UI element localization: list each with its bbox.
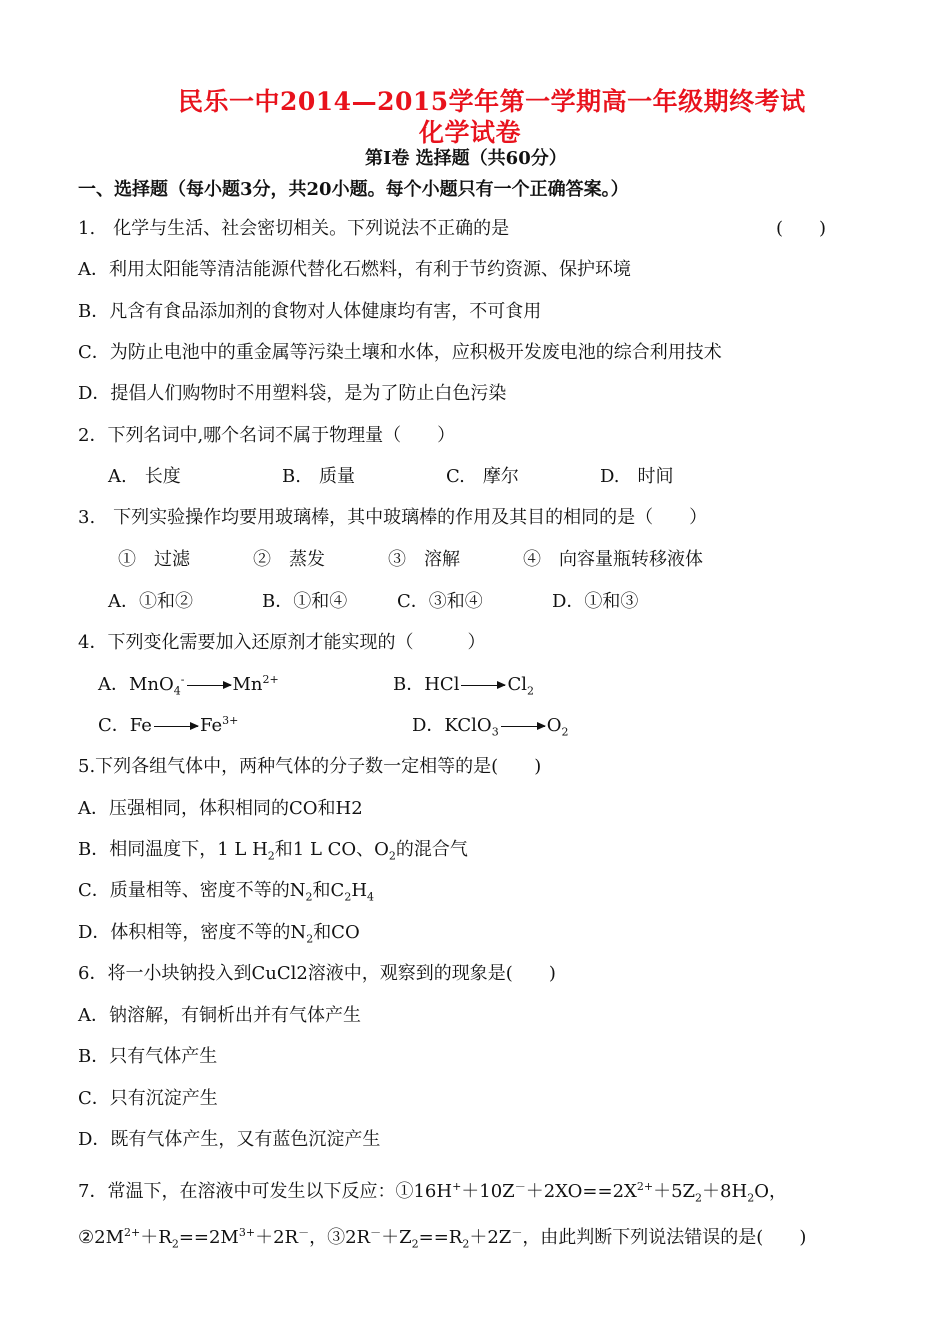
text: H xyxy=(351,880,368,901)
superscript: 2+ xyxy=(124,1226,141,1239)
text: D．体积相等，密度不等的N xyxy=(78,922,307,943)
instructions: 一、选择题（每小题3分，共20小题。每个小题只有一个正确答案。） xyxy=(78,179,629,200)
subscript: 4 xyxy=(173,684,181,698)
question-3-option-c: C．③和④ xyxy=(397,591,483,612)
product: O xyxy=(546,715,562,736)
question-7-line-2 xyxy=(78,1223,806,1251)
subscript: 2 xyxy=(462,1237,470,1251)
question-4-stem: 4．下列变化需要加入还原剂才能实现的（ ） xyxy=(78,632,486,653)
question-3-stem: 3. 下列实验操作均要用玻璃棒，其中玻璃棒的作用及其目的相同的是（ ） xyxy=(78,507,708,528)
superscript: 3+ xyxy=(222,714,239,727)
question-5-option-a: A．压强相同，体积相同的CO和H2 xyxy=(78,798,363,819)
text: ＋8H xyxy=(702,1181,748,1202)
text: ②2M xyxy=(78,1227,125,1248)
product: Cl xyxy=(507,674,527,695)
exam-title-line2: 化学试卷 xyxy=(419,118,522,147)
text: ==R xyxy=(418,1227,463,1248)
question-6-option-b: B．只有气体产生 xyxy=(78,1046,218,1067)
superscript: － xyxy=(511,1226,523,1239)
question-5-option-c xyxy=(78,876,374,904)
subscript: 2 xyxy=(695,1191,703,1205)
question-3-item-1: ① 过滤 xyxy=(118,549,190,570)
text: ＋5Z xyxy=(653,1181,696,1202)
superscript: － xyxy=(298,1226,310,1239)
text: 和C xyxy=(312,880,345,901)
superscript: 2+ xyxy=(636,1180,654,1193)
text: 的混合气 xyxy=(395,839,468,860)
question-2-option-a: A. 长度 xyxy=(108,466,181,487)
reaction-arrow-icon xyxy=(154,726,198,727)
text: ，由此判断下列说法错误的是( ) xyxy=(522,1227,807,1248)
exam-title-line1: 民乐一中2014—2015学年第一学期高一年级期终考试 xyxy=(178,87,806,116)
question-1-stem: 1. 化学与生活、社会密切相关。下列说法不正确的是 xyxy=(78,218,510,239)
text: 7．常温下，在溶液中可发生以下反应：①16H xyxy=(78,1181,453,1202)
question-5-stem: 5.下列各组气体中，两种气体的分子数一定相等的是( ) xyxy=(78,756,542,777)
question-4-option-c xyxy=(98,711,238,737)
superscript: + xyxy=(452,1180,462,1193)
question-2-option-b: B. 质量 xyxy=(282,466,355,487)
superscript: - xyxy=(180,673,185,686)
subscript: 2 xyxy=(527,684,534,698)
text: 和CO xyxy=(313,922,360,943)
reactant: B．HCl xyxy=(393,674,460,695)
question-7-line-1 xyxy=(78,1177,787,1205)
subscript: 2 xyxy=(305,890,313,904)
superscript: － xyxy=(370,1226,382,1239)
superscript: － xyxy=(514,1180,526,1193)
section-title: 第Ⅰ卷 选择题（共60分） xyxy=(365,148,567,169)
question-1-option-a: A．利用太阳能等清洁能源代替化石燃料，有利于节约资源、保护环境 xyxy=(78,259,631,280)
question-3-option-b: B．①和④ xyxy=(262,591,348,612)
text: ，③2R xyxy=(309,1227,371,1248)
question-3-option-d: D．①和③ xyxy=(552,591,639,612)
text: ＋Z xyxy=(381,1227,412,1248)
question-4-option-a xyxy=(98,670,279,698)
text: C．质量相等、密度不等的N xyxy=(78,880,306,901)
superscript: 2+ xyxy=(262,673,279,686)
product: Fe xyxy=(199,715,223,736)
question-6-option-d: D．既有气体产生，又有蓝色沉淀产生 xyxy=(78,1129,381,1150)
reactant: D．KClO xyxy=(412,715,492,736)
product: Mn xyxy=(232,674,263,695)
subscript: 2 xyxy=(306,932,314,946)
reaction-arrow-icon xyxy=(187,685,231,686)
question-1-option-d: D．提倡人们购物时不用塑料袋，是为了防止白色污染 xyxy=(78,383,507,404)
question-2-option-d: D. 时间 xyxy=(600,466,674,487)
text: B．相同温度下，1 L H xyxy=(78,839,268,860)
text: ＋R xyxy=(140,1227,172,1248)
text: ＋2Z xyxy=(469,1227,512,1248)
text: 和1 L CO、O xyxy=(274,839,389,860)
text: ＋2R xyxy=(255,1227,299,1248)
subscript: 3 xyxy=(491,725,499,739)
reactant: C．Fe xyxy=(98,715,152,736)
text: O， xyxy=(754,1181,787,1202)
subscript: 2 xyxy=(561,725,569,739)
text: ==2M xyxy=(178,1227,239,1248)
reaction-arrow-icon xyxy=(501,726,545,727)
subscript: 2 xyxy=(267,849,275,863)
question-1-option-b: B．凡含有食品添加剂的食物对人体健康均有害，不可食用 xyxy=(78,301,542,322)
question-6-option-c: C．只有沉淀产生 xyxy=(78,1088,218,1109)
subscript: 2 xyxy=(344,890,352,904)
question-6-stem: 6．将一小块钠投入到CuCl2溶液中，观察到的现象是( ) xyxy=(78,963,556,984)
subscript: 2 xyxy=(171,1237,179,1251)
question-2-stem: 2．下列名词中,哪个名词不属于物理量（ ） xyxy=(78,425,456,446)
subscript: 2 xyxy=(411,1237,419,1251)
question-4-option-d xyxy=(412,711,568,739)
question-3-item-4: ④ 向容量瓶转移液体 xyxy=(523,549,703,570)
subscript: 4 xyxy=(367,890,375,904)
question-6-option-a: A．钠溶解，有铜析出并有气体产生 xyxy=(78,1005,361,1026)
text: ==2X xyxy=(582,1181,637,1202)
text: ＋10Z xyxy=(461,1181,515,1202)
subscript: 2 xyxy=(747,1191,755,1205)
question-1-answer-paren: ( ) xyxy=(776,218,827,239)
text: ＋2XO xyxy=(525,1181,583,1202)
subscript: 2 xyxy=(388,849,396,863)
question-3-item-3: ③ 溶解 xyxy=(388,549,460,570)
question-2-option-c: C. 摩尔 xyxy=(446,466,519,487)
question-4-option-b xyxy=(393,670,534,698)
question-1-option-c: C．为防止电池中的重金属等污染土壤和水体，应积极开发废电池的综合利用技术 xyxy=(78,342,722,363)
question-3-option-a: A．①和② xyxy=(108,591,193,612)
question-5-option-d xyxy=(78,918,360,946)
reaction-arrow-icon xyxy=(461,685,505,686)
reactant: A．MnO xyxy=(98,674,174,695)
question-3-item-2: ② 蒸发 xyxy=(253,549,325,570)
question-5-option-b xyxy=(78,835,468,863)
superscript: 3+ xyxy=(238,1226,256,1239)
